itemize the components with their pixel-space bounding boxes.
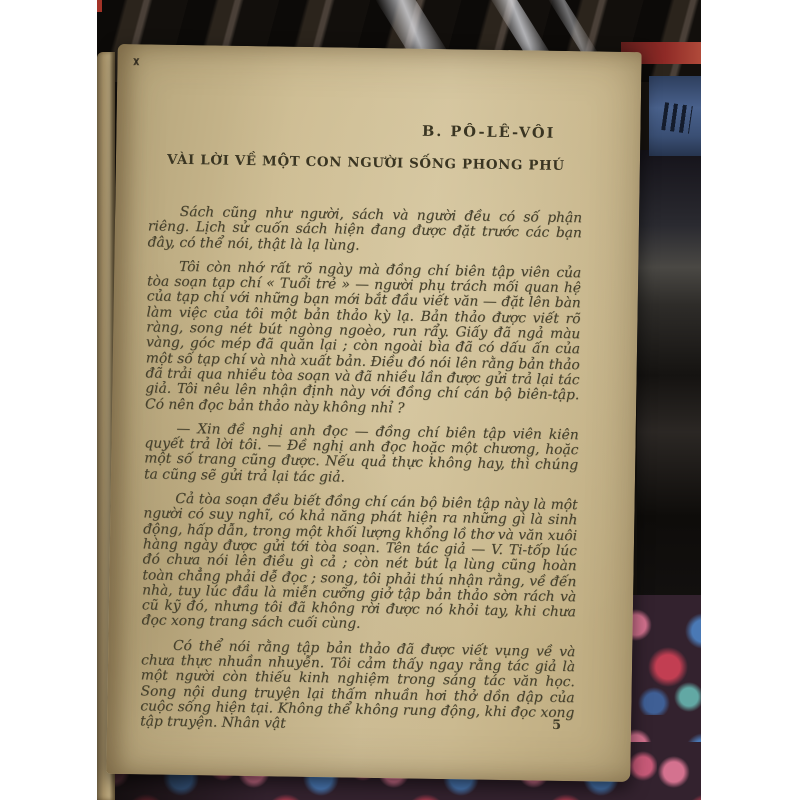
author-name: B. PÔ-LÊ-VÔI xyxy=(421,122,556,142)
red-speck xyxy=(97,0,102,12)
background-right-column xyxy=(637,150,701,620)
spine-stripes-icon xyxy=(661,102,693,134)
paragraph: Sách cũng như người, sách và người đều có số phận riêng. Lịch sử cuốn sách hiện đang được đặt trước các bạn đây, có thể nói, thật là lạ lùng. xyxy=(147,203,583,254)
paragraph: — Xin đề nghị anh đọc — đồng chí biên tập viên kiên quyết trả lời tôi. — Đề nghị anh đọc hoặc một chương, hoặc một số trang cũng được. Nếu quả thực không hay, thì chúng ta cũng sẽ gửi trả lại tác giả. xyxy=(143,420,579,486)
paragraph: Cả tòa soạn đều biết đồng chí cán bộ biên tập này là một người có suy nghĩ, có khả năng phát hiện ra những gì là sinh động, hấp dẫn, trong một khối lượng khổng lồ thơ và văn xuôi hàng ngày được gửi tới tòa soạn. Tên tác giả — V. Ti-tốp lúc đó chưa nói lên điều gì cả ; còn nét bút lạ lùng cũng hoàn toàn chẳng phải dễ đọc ; song, tôi phải thú nhận rằng, về đến nhà, tuy lúc đầu là miễn cưỡng giở tập bản thảo sờn rách và cũ kỹ đó, nhưng tôi đã không rời được nó khỏi tay, khi chưa đọc xong trang sách cuối cùng. xyxy=(141,490,578,633)
book-page xyxy=(106,44,641,782)
ink-speck xyxy=(131,58,141,65)
paragraph: Tôi còn nhớ rất rõ ngày mà đồng chí biên tập viên của tòa soạn tạp chí « Tuổi trẻ » — người phụ trách mối quan hệ của tạp chí với những bạn mới bắt đầu viết văn — đặt lên bàn làm việc của tôi một bản thảo kỳ lạ. Bản thảo được viết rõ ràng, song nét bút ngòng ngoèo, run rẩy. Giấy đã ngả màu vàng, góc mép đã quăn lại ; còn ngoài bìa đã có dấu ấn của một số tạp chí và nhà xuất bản. Điều đó nói lên rằng bản thảo đã trải qua nhiều tòa soạn và đã nhiều lần được gửi trả lại tác giả. Tôi nêu lên nhận định này với đồng chí cán bộ biên-tập. Có nên đọc bản thảo này không nhỉ ? xyxy=(144,258,582,417)
paragraph: Có thể nói rằng tập bản thảo đã được viết vụng về và chưa thực nhuần nhuyễn. Tôi cảm thấy ngay rằng tác giả là một người còn thiếu kinh nghiệm trong sáng tác văn học. Song nội dung truyện lại thấm nhuần hơi thở dồn dập của cuộc sống hiện tại. Không thể không rung động, khi đọc xong tập truyện. Nhân vật xyxy=(139,637,576,732)
chapter-title: VÀI LỜI VỀ MỘT CON NGƯỜI SỐNG PHONG PHÚ xyxy=(166,152,565,174)
book-photo xyxy=(97,0,701,800)
blue-book-spine xyxy=(649,76,701,156)
page-number: 5 xyxy=(551,717,562,733)
